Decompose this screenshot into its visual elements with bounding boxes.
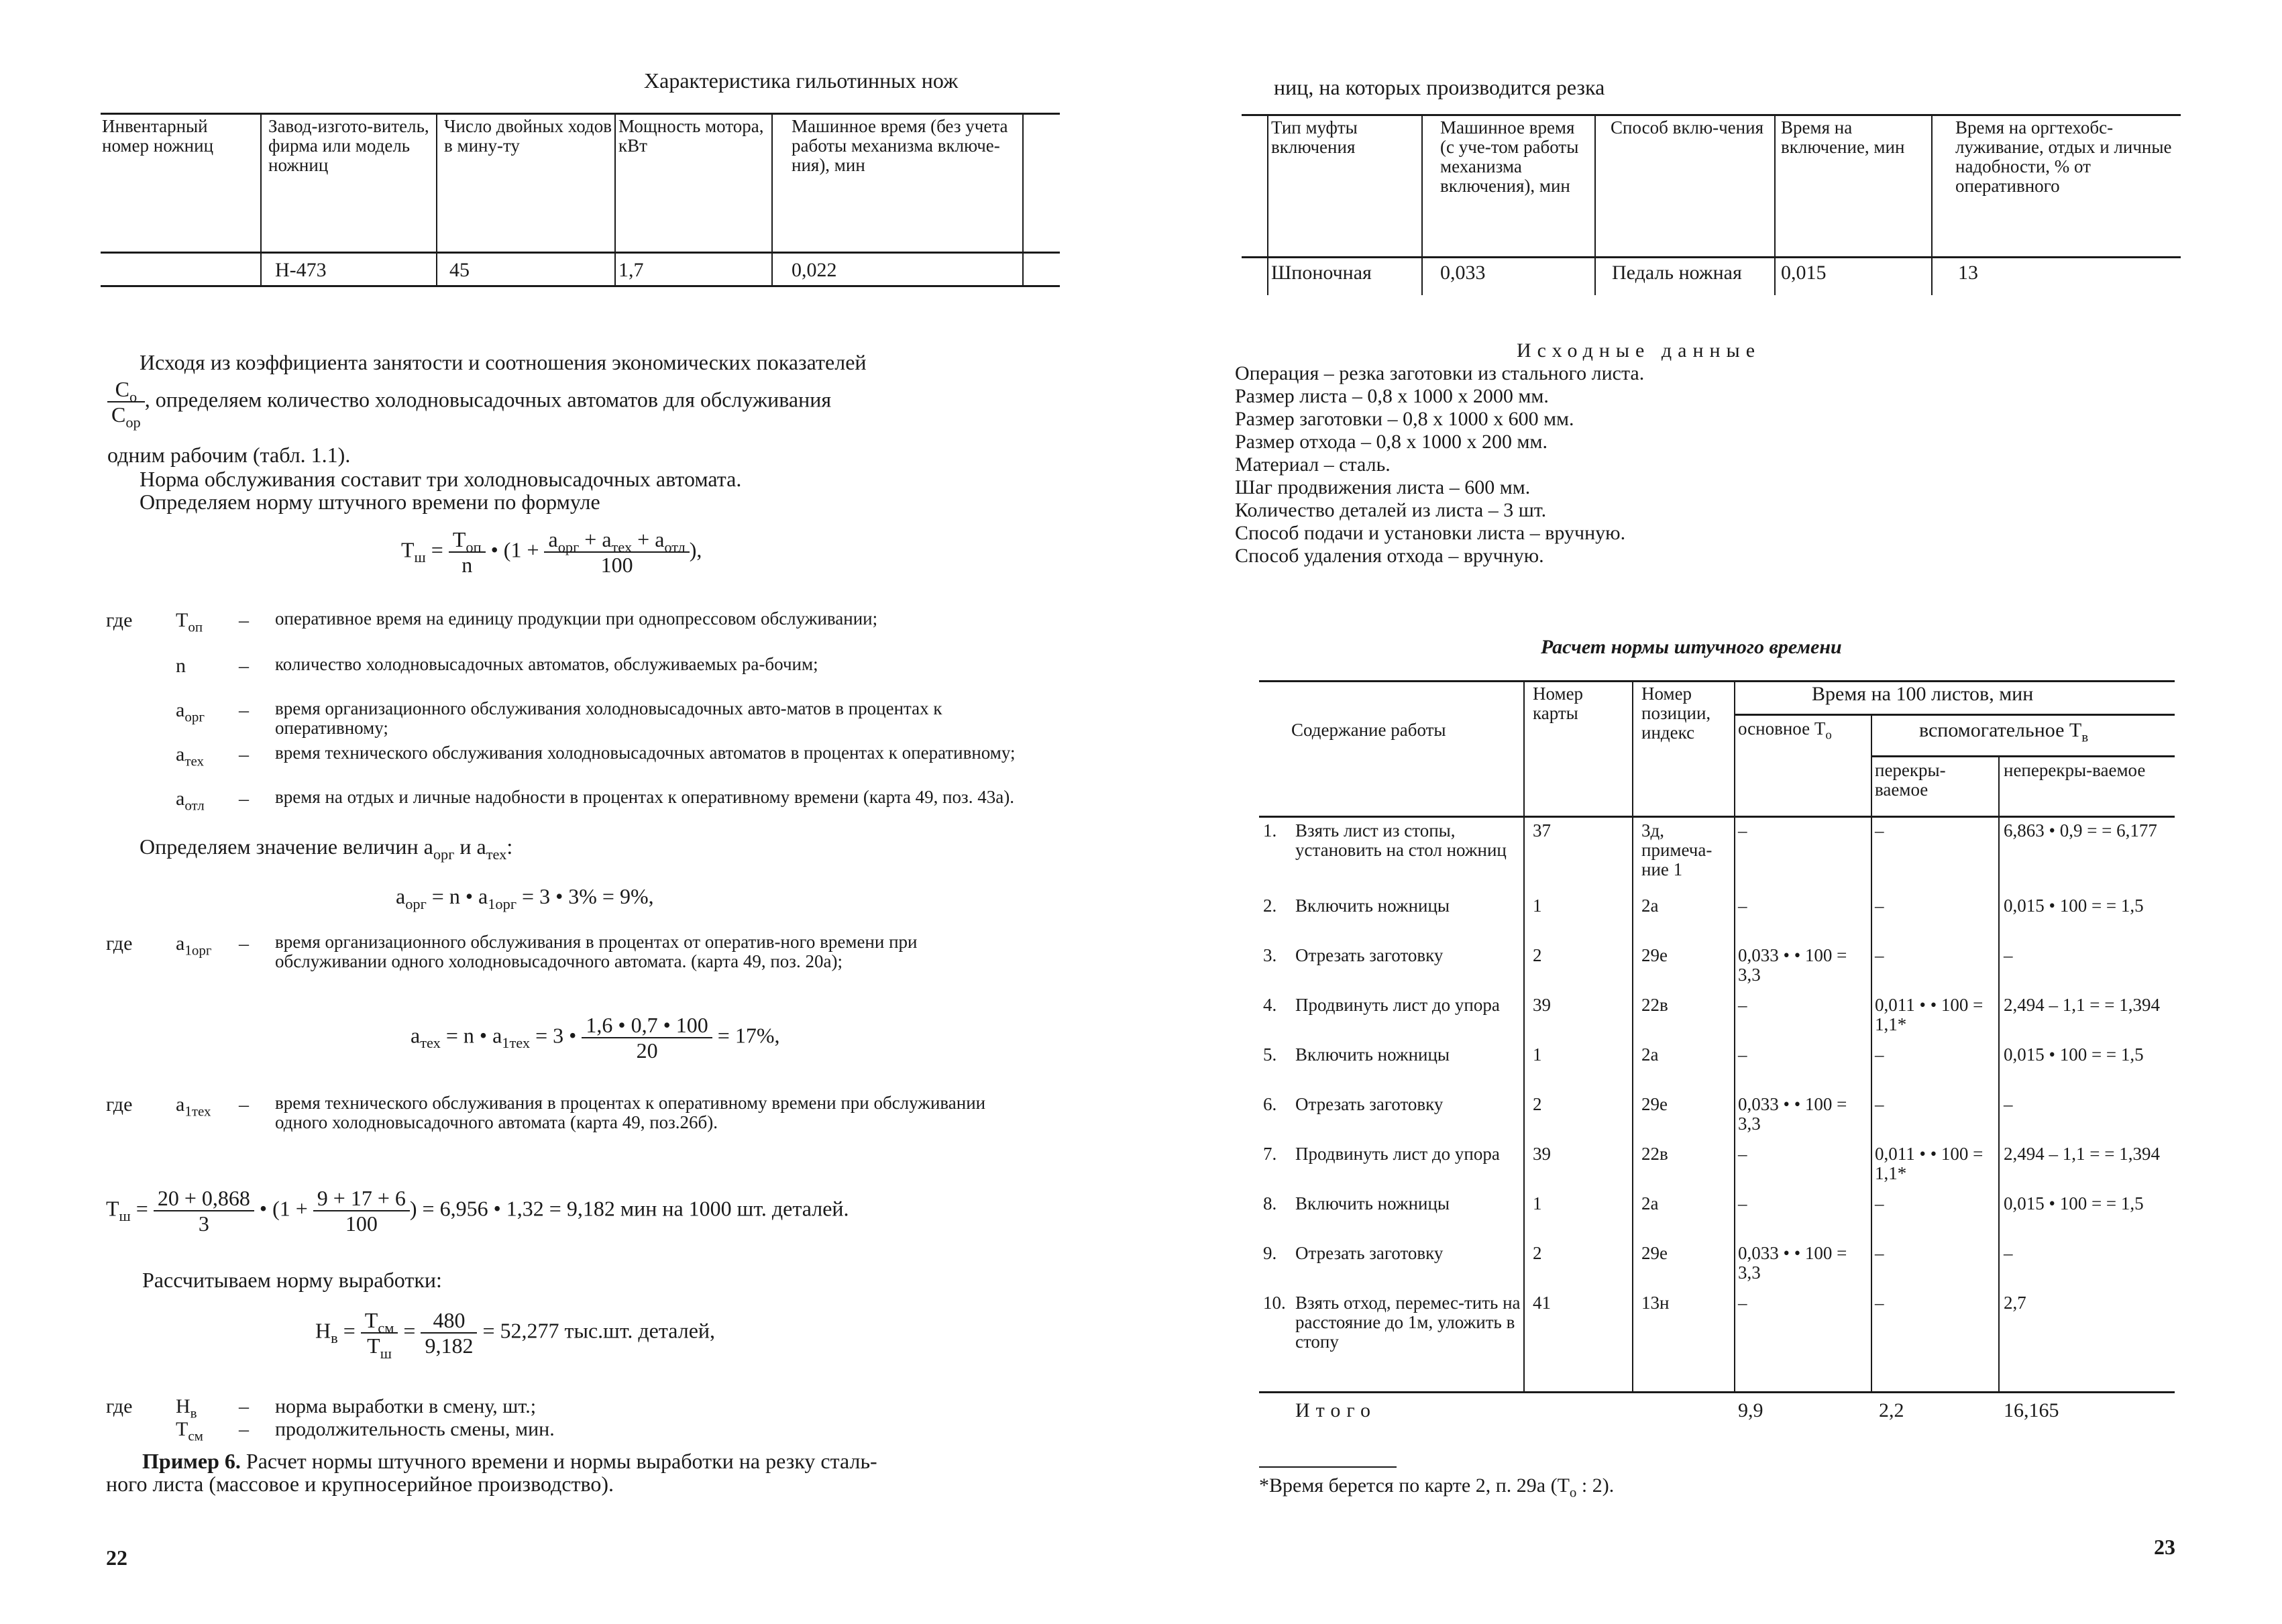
row-basic: 0,033 • • 100 = 3,3 [1738,945,1847,985]
row-overlap: – [1875,1243,1884,1263]
row-number: 3. [1263,945,1277,965]
row-basic: – [1738,1044,1747,1065]
head-basic: основное $Т_о$ [1738,718,1832,743]
def-hv: норма выработки в смену, шт.; [275,1395,537,1417]
head-power: Мощность мотора, кВт [618,116,764,156]
row-nonoverlap: – [2004,1094,2013,1114]
row-number: 1. [1263,820,1277,841]
row-pos: 22в [1641,995,1668,1015]
where-1: где [106,609,133,631]
src-line-4: Материал – сталь. [1235,453,1391,476]
def-aorg: время организационного обслуживания холодновысадочных авто-матов в процентах к оперативному; [275,698,942,738]
row-basic: – [1738,820,1747,841]
total-label: Итого [1295,1399,1376,1421]
row-pos: 13н [1641,1293,1670,1313]
def-sym-aorg: $a_{орг}$ [176,699,205,725]
src-line-3: Размер отхода – 0,8 x 1000 x 200 мм. [1235,431,1547,453]
row-number: 6. [1263,1094,1277,1114]
formula-tsh-result: $Т_ш$ = $\frac{20 + 0,868}{3}$ • (1 + $\frac{9 + 17 + 6}{100}$ ) = 6,956 • 1,32 = 9,182 мин на 1000 шт. деталей. [106,1186,849,1236]
formula-hv: $Н_в$ = $\frac{Т_{см}}{Т_ш}$ = $\frac{480}{9,182}$ = 52,277 тыс.шт. деталей, [315,1308,716,1362]
row-overlap: – [1875,896,1884,916]
row-card: 37 [1533,820,1551,841]
row-work: Отрезать заготовку [1295,1243,1444,1263]
formula-atex: $a_{тех} = n$ • $a_{1тех} = 3$ • $\frac{1,6 • 0,7 • 100}{20}$ = 17%, [411,1013,780,1063]
row-basic: – [1738,1193,1747,1213]
cell-power: 1,7 [618,259,644,281]
head-machine-time: Машинное время (без учета работы механизма включе-ния), мин [792,116,1008,175]
footnote: *Время берется по карте 2, п. 29а ($Т_о$ : 2). [1259,1474,1615,1501]
right-page [1141,0,2282,1624]
row-overlap: – [1875,945,1884,965]
row-pos: 29е [1641,945,1668,965]
cell-clutch-type: Шпоночная [1271,262,1372,284]
row-nonoverlap: – [2004,945,2013,965]
table-head-rule [101,252,1060,254]
page-number: 23 [2154,1535,2175,1559]
cell-machine-time: 0,022 [792,259,837,281]
fraction-co-cor: $\frac{С_о}{С_{ор}}$ , определяем количество холодновысадочных автоматов для обслуживания [107,377,831,427]
def-n: количество холодновысадочных автоматов, обслуживаемых ра-бочим; [275,654,818,674]
src-line-0: Операция – резка заготовки из стального листа. [1235,362,1645,384]
src-line-8: Способ удаления отхода – вручную. [1235,545,1544,567]
row-basic: – [1738,995,1747,1015]
table-title: Характеристика гильотинных нож [644,68,959,93]
row-overlap: – [1875,1094,1884,1114]
para-5: Рассчитываем норму выработки: [142,1268,442,1292]
cell-method: Педаль ножная [1612,262,1742,284]
row-overlap: 0,011 • • 100 = 1,1* [1875,995,1984,1034]
def-sym-atex: $a_{тех}$ [176,743,205,769]
row-card: 39 [1533,1144,1551,1164]
row-pos: 2а [1641,1193,1659,1213]
row-number: 10. [1263,1293,1286,1313]
head-on-time: Время на включение, мин [1781,117,1905,157]
row-number: 9. [1263,1243,1277,1263]
cell-maker: Н-473 [275,259,327,281]
row-card: 2 [1533,1094,1542,1114]
table-top-rule [101,113,1060,115]
total-nonoverlap: 16,165 [2004,1399,2059,1421]
def-tsm: продолжительность смены, мин. [275,1418,555,1440]
head-card: Номер карты [1533,684,1584,723]
row-nonoverlap: 0,015 • 100 = = 1,5 [2004,896,2144,916]
row-basic: 0,033 • • 100 = 3,3 [1738,1243,1847,1283]
def-sym-n: n [176,655,186,677]
def-sym-a1org: $a_{1орг}$ [176,932,212,959]
src-line-7: Способ подачи и установки листа – вручную. [1235,522,1626,544]
para-1c: одним рабочим (табл. 1.1). [107,443,351,467]
row-number: 7. [1263,1144,1277,1164]
row-basic: – [1738,896,1747,916]
head-aux: вспомогательное $Т_в$ [1919,719,2089,745]
def-sym-a1tex: $a_{1тех}$ [176,1093,211,1120]
src-line-2: Размер заготовки – 0,8 x 1000 x 600 мм. [1235,408,1574,430]
row-basic: – [1738,1293,1747,1313]
src-line-1: Размер листа – 0,8 x 1000 x 2000 мм. [1235,385,1549,407]
row-number: 2. [1263,896,1277,916]
row-pos: 22в [1641,1144,1668,1164]
row-work: Включить ножницы [1295,896,1450,916]
total-basic: 9,9 [1738,1399,1763,1421]
para-4: Определяем значение величин $a_{орг}$ и $a_{тех}$: [140,834,513,863]
head-method: Способ вклю-чения [1611,117,1763,138]
head-maker: Завод-изгото-витель, фирма или модель ножниц [268,116,429,175]
where-3: где [106,1093,133,1116]
row-card: 1 [1533,1044,1542,1065]
head-service-time: Время на оргтехобс-луживание, отдых и личные надобности, % от оперативного [1955,117,2172,196]
row-work: Взять лист из стопы, установить на стол ножниц [1295,820,1507,860]
cell-on-time: 0,015 [1781,262,1827,284]
head-nonoverlap: неперекры-ваемое [2004,760,2146,780]
def-atex: время технического обслуживания холодновысадочных автоматов в процентах к оперативному; [275,743,1016,763]
row-nonoverlap: 2,7 [2004,1293,2026,1313]
total-overlap: 2,2 [1879,1399,1904,1421]
formula-aorg: $a_{орг} = n$ • $a_{1орг} = 3$ • 3% = 9%, [396,884,654,912]
example-6-cont: ного листа (массовое и крупносерийное производство). [106,1472,614,1496]
row-nonoverlap: 6,863 • 0,9 = = 6,177 [2004,820,2157,841]
head-clutch-type: Тип муфты включения [1271,117,1358,157]
row-basic: – [1738,1144,1747,1164]
row-nonoverlap: 0,015 • 100 = = 1,5 [2004,1193,2144,1213]
row-card: 41 [1533,1293,1551,1313]
row-overlap: 0,011 • • 100 = 1,1* [1875,1144,1984,1183]
para-1a: Исходя из коэффициента занятости и соотношения экономических показателей [140,350,867,374]
where-4: где [106,1395,133,1417]
row-overlap: – [1875,1193,1884,1213]
def-a1org: время организационного обслуживания в процентах от оператив-ного времени при обслуживании одного холодновысадочного автомата. (карта 49, поз. 20а); [275,932,918,971]
row-card: 2 [1533,945,1542,965]
cell-strokes: 45 [449,259,470,281]
head-pos: Номер позиции, индекс [1641,684,1711,743]
head-machine-time: Машинное время (с уче-том работы механизма включения), мин [1440,117,1579,196]
head-time: Время на 100 листов, мин [1812,683,2034,705]
cell-service-time: 13 [1958,262,1978,284]
left-page: Характеристика гильотинных нож Инвентарный номер ножниц Завод-изгото-витель, фирма или модель ножниц Число двойных ходов в мину-ту Мощность мотора, кВт Машинное время (без учета работы механизма включе-ния), мин Н-473 45 1,7 0,022 Исходя из коэффициента занятости и соотношения экономических показателей $\frac{С_о}{С_{ор}}$ , определяем количество холодновысадочных автоматов для обслуживания одним рабочим (табл. 1.1). Норма обслуживания составит три холодновысадочных автомата. Определяем норму штучного времени по формуле $Т_ш$ = $\frac{Т_{оп}}{n}$ • (1 + $\frac{a_{орг} + a_{тех} + a_{отл}}{100}$ ), где $Т_{оп}$ – оперативное время на единицу продукции при однопрессовом обслуживании; n – количество холодновысадочных автоматов, обслуживаемых ра-бочим; $a_{орг}$ – время организационного обслуживания холодновысадочных авто-матов в процентах к оперативному; $a_{тех}$ – время технического обслуживания холодновысадочных автоматов в процентах к оперативному; $a_{отл}$ – время на отдых и личные надобности в процентах к оперативному времени (карта 49, поз. 43а). Определяем значение величин $a_{орг}$ и $a_{тех}$: $a_{орг} = n$ • $a_{1орг} = 3$ • 3% = 9%, где $a_{1орг}$ – время организационного обслуживания в процентах от оператив-ного времени при обслуживании одного холодновысадочного автомата. (карта 49, поз. 20а); $a_{тех} = n$ • $a_{1тех} = 3$ • $\frac{1,6 • 0,7 • 100}{20}$ = 17%, где $a_{1тех}$ – время технического обслуживания в процентах к оперативному времени при обслуживании одного холодновысадочного автомата (карта 49, поз.26б). $Т_ш$ = $\frac{20 + 0,868}{3}$ • (1 + $\frac{9 + 17 + 6}{100}$ ) = 6,956 • 1,32 = 9,182 мин на 1000 шт. деталей. Рассчитываем норму выработки: $Н_в$ = $\frac{Т_{см}}{Т_ш}$ = $\frac{480}{9,182}$ = 52,277 тыс.шт. деталей, где $Н_в$ – норма выработки в смену, шт.; $Т_{см}$ – продолжительность смены, мин. Пример 6. Расчет нормы штучного времени и нормы выработки на резку сталь- ного листа (массовое и крупносерийное производство). 22 [0,0,1141,1624]
head-strokes: Число двойных ходов в мину-ту [444,116,612,156]
row-overlap: – [1875,1293,1884,1313]
table-bottom-rule [101,285,1060,287]
row-work: Включить ножницы [1295,1193,1450,1213]
row-card: 2 [1533,1243,1542,1263]
row-overlap: – [1875,1044,1884,1065]
example-6: Пример 6. Расчет нормы штучного времени и нормы выработки на резку сталь- [142,1449,877,1473]
row-basic: 0,033 • • 100 = 3,3 [1738,1094,1847,1134]
row-number: 5. [1263,1044,1277,1065]
def-sym-tsm: $Т_{см}$ [176,1418,203,1444]
row-pos: 29е [1641,1243,1668,1263]
def-top: оперативное время на единицу продукции при однопрессовом обслуживании; [275,608,878,629]
row-work: Продвинуть лист до упора [1295,1144,1500,1164]
para-2: Норма обслуживания составит три холодновысадочных автомата. [140,467,742,491]
row-nonoverlap: 2,494 – 1,1 = = 1,394 [2004,995,2160,1015]
src-line-6: Количество деталей из листа – 3 шт. [1235,499,1547,521]
table-title-cont: ниц, на которых производится резка [1274,75,1605,99]
row-overlap: – [1875,820,1884,841]
row-number: 8. [1263,1193,1277,1213]
row-nonoverlap: 0,015 • 100 = = 1,5 [2004,1044,2144,1065]
row-card: 39 [1533,995,1551,1015]
row-work: Продвинуть лист до упора [1295,995,1500,1015]
cell-machine-time: 0,033 [1440,262,1486,284]
source-data-title: Исходные данные [1517,339,1761,362]
row-card: 1 [1533,1193,1542,1213]
para-3: Определяем норму штучного времени по формуле [140,490,600,514]
def-sym-hv: $Н_в$ [176,1395,197,1421]
row-nonoverlap: 2,494 – 1,1 = = 1,394 [2004,1144,2160,1164]
footnote-rule [1259,1466,1397,1468]
def-a1tex: время технического обслуживания в процентах к оперативному времени при обслуживании одного холодновысадочного автомата (карта 49, поз.26б). [275,1093,986,1132]
row-nonoverlap: – [2004,1243,2013,1263]
page-number: 22 [106,1546,127,1570]
row-pos: 2а [1641,1044,1659,1065]
row-work: Включить ножницы [1295,1044,1450,1065]
head-work: Содержание работы [1291,720,1446,740]
formula-tsh: $Т_ш$ = $\frac{Т_{оп}}{n}$ • (1 + $\frac{a_{орг} + a_{тех} + a_{отл}}{100}$ ), [401,527,702,577]
def-sym-aotl: $a_{отл}$ [176,788,205,814]
row-pos: 3д, примеча-ние 1 [1641,820,1713,879]
head-inventory: Инвентарный номер ножниц [102,116,214,156]
row-number: 4. [1263,995,1277,1015]
row-card: 1 [1533,896,1542,916]
row-work: Взять отход, перемес-тить на расстояние до 1м, уложить в стопу [1295,1293,1521,1352]
def-sym-top: $Т_{оп}$ [176,609,203,635]
head-overlap: перекры-ваемое [1875,760,1946,800]
row-pos: 29е [1641,1094,1668,1114]
row-work: Отрезать заготовку [1295,1094,1444,1114]
row-pos: 2а [1641,896,1659,916]
def-aotl: время на отдых и личные надобности в процентах к оперативному времени (карта 49, поз. 43а). [275,787,1014,807]
calc-table-title: Расчет нормы штучного времени [1541,636,1842,658]
row-work: Отрезать заготовку [1295,945,1444,965]
where-2: где [106,932,133,955]
src-line-5: Шаг продвижения листа – 600 мм. [1235,476,1531,498]
